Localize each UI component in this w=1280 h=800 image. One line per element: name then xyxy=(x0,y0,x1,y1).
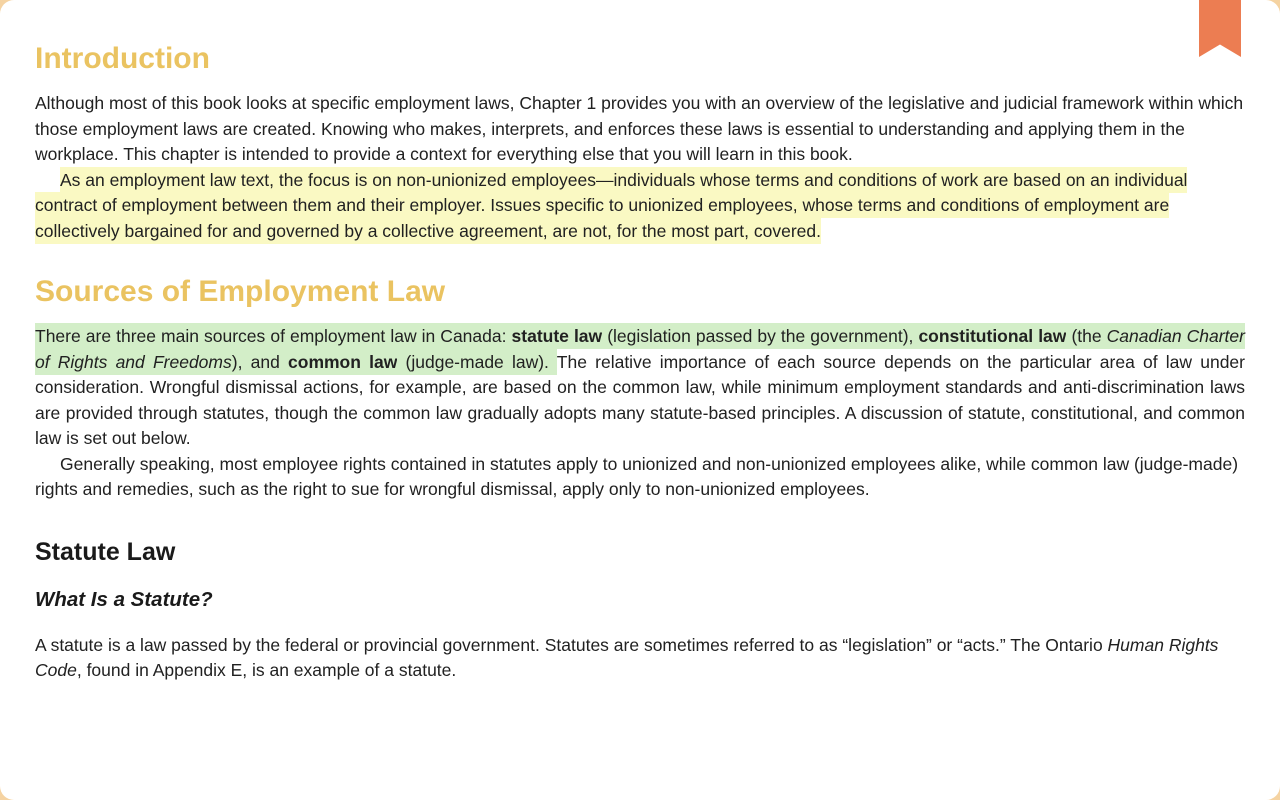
highlight-green[interactable]: There are three main sources of employment law in Canada: xyxy=(35,323,512,349)
highlight-green[interactable]: common law xyxy=(288,349,397,375)
highlight-green[interactable]: (judge-made law). xyxy=(397,349,556,375)
paragraph-intro-overview xyxy=(35,91,1245,168)
text-run: Generally speaking, most employee rights contained in statutes apply to unionized and non-unionized employees alike, while common law (judge-made) rights and remedies, such as the right to sue for wrongful dismissal, apply only to non-unionized employees. xyxy=(35,453,1239,499)
heading-what-is-a-statute: What Is a Statute? xyxy=(35,587,213,611)
highlight-yellow[interactable]: As an employment law text, the focus is on non-unionized employees—individuals whose terms and conditions of work are based on an individual contract of employment between them and their employer. Issues specific to unionized employees, whose terms and conditions of employment are collectively bargained for and governed by a collective agreement, are not, for the most part, covered. xyxy=(35,167,1187,244)
paragraph-three-sources xyxy=(35,324,1245,452)
highlight-green[interactable]: constitutional law xyxy=(918,323,1066,349)
paragraph-generally-speaking xyxy=(35,452,1245,503)
text-run: Although most of this book looks at specific employment laws, Chapter 1 provides you with an overview of the legislative and judicial framework within which those employment laws are created. Knowing who makes, interprets, and enforces these laws is essential to understanding and applying them in the workplace. This chapter is intended to provide a context for everything else that you will learn in this book. xyxy=(35,93,1244,164)
highlight-green[interactable]: (the xyxy=(1066,323,1106,349)
paragraph-yellow-highlighted xyxy=(35,168,1245,245)
heading-sources-of-employment-law: Sources of Employment Law xyxy=(35,275,446,308)
heading-statute-law: Statute Law xyxy=(35,537,176,566)
paragraph-statute-definition xyxy=(35,633,1245,684)
highlight-green[interactable]: Canadian Charter of Rights and Freedoms xyxy=(35,323,1245,375)
text-run: , found in Appendix E, is an example of a statute. xyxy=(76,660,457,680)
heading-introduction: Introduction xyxy=(35,42,210,75)
text-run: The relative importance of each source depends on the particular area of law under consideration. Wrongful dismissal actions, for example, are based on the common law, while minimum employment standards and anti-discrimination laws are provided through statutes, though the common law gradually adopts many statute-based principles. A discussion of statute, constitutional, and common law is set out below. xyxy=(35,351,1245,448)
text-run: Human Rights Code xyxy=(35,634,1219,680)
highlight-green[interactable]: ), and xyxy=(232,349,288,375)
highlight-green[interactable]: (legislation passed by the government), xyxy=(602,323,918,349)
highlight-green[interactable]: statute law xyxy=(512,323,603,349)
text-run: A statute is a law passed by the federal or provincial government. Statutes are sometimes referred to as “legislation” or “acts.” The Ontario xyxy=(35,634,1108,655)
